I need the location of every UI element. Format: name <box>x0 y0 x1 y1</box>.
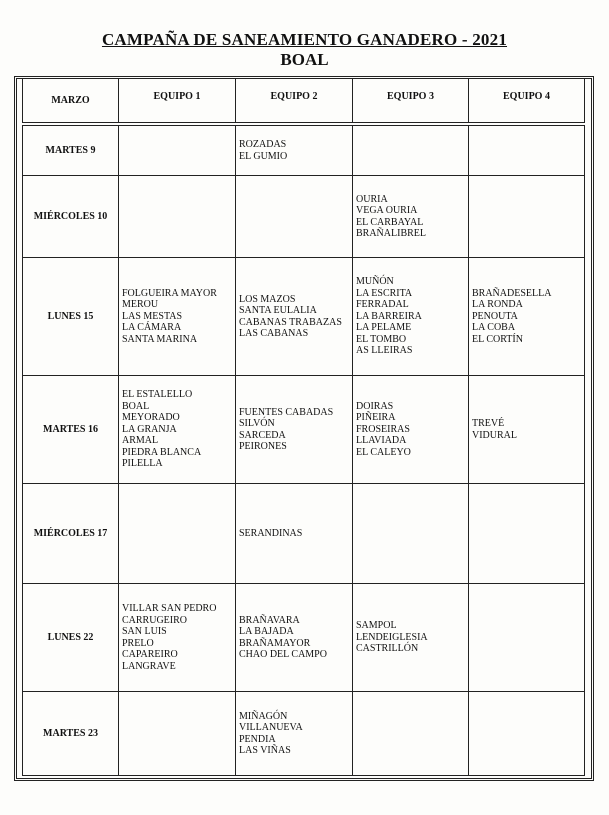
team-1-cell <box>119 692 236 776</box>
place-name: DOIRAS <box>356 400 394 412</box>
place-name: EL CALEYO <box>356 446 411 458</box>
place-name: LLAVIADA <box>356 435 407 447</box>
place-name: LA GRANJA <box>122 423 177 435</box>
team-2-cell <box>236 376 353 484</box>
place-name: PENDIA <box>239 733 276 745</box>
place-name: MEYORADO <box>122 412 180 424</box>
place-name: PILELLA <box>122 458 163 470</box>
place-name: VIDURAL <box>472 429 517 441</box>
place-name: VILLANUEVA <box>239 722 303 733</box>
team-4-cell <box>469 126 585 176</box>
place-name: LA ESCRITA <box>356 287 413 299</box>
place-name: SILVÓN <box>239 418 275 429</box>
table-row <box>23 258 585 376</box>
team-1-cell <box>119 484 236 584</box>
day-cell: MARTES 23 <box>23 692 119 776</box>
team-1-cell <box>119 126 236 176</box>
header-team-1: EQUIPO 1 <box>119 79 236 123</box>
place-name: LANGRAVE <box>122 660 176 672</box>
place-name: EL TOMBO <box>356 333 407 345</box>
place-name: PRELO <box>122 637 154 649</box>
table-row <box>23 584 585 692</box>
header-row <box>23 79 585 123</box>
place-name: PEIRONES <box>239 441 287 452</box>
team-2-cell <box>236 176 353 258</box>
place-name: ROZADAS <box>239 139 287 150</box>
team-2-cell <box>236 126 353 176</box>
team-4-cell <box>469 176 585 258</box>
day-cell: MIÉRCOLES 10 <box>23 176 119 258</box>
team-1-cell <box>119 258 236 376</box>
place-name: CASTRILLÓN <box>356 643 419 655</box>
place-name: FUENTES CABADAS <box>239 406 334 418</box>
place-name: SARCEDA <box>239 429 286 441</box>
team-3-cell <box>353 584 469 692</box>
place-name: CABANAS TRABAZAS <box>239 316 342 328</box>
table-row <box>23 692 585 776</box>
team-3-cell <box>353 376 469 484</box>
team-4-cell <box>469 692 585 776</box>
place-name: ARMAL <box>122 435 159 447</box>
place-name: EL ESTALELLO <box>122 389 193 401</box>
team-1-cell <box>119 584 236 692</box>
table-row <box>23 484 585 584</box>
place-name: LA RONDA <box>472 299 523 311</box>
team-1-cell <box>119 376 236 484</box>
place-name: SANTA MARINA <box>122 333 198 345</box>
place-name: MUÑÓN <box>356 276 394 288</box>
place-name: LOS MAZOS <box>239 293 296 305</box>
team-3-cell <box>353 692 469 776</box>
team-4-cell <box>469 584 585 692</box>
team-3-cell <box>353 126 469 176</box>
place-name: LA CÁMARA <box>122 322 182 334</box>
team-2-cell <box>236 484 353 584</box>
table-row <box>23 126 585 176</box>
place-name: EL GUMIO <box>239 150 288 162</box>
team-2-cell <box>236 258 353 376</box>
place-name: BRAÑADESELLA <box>472 287 552 299</box>
place-name: OURIA <box>356 193 388 205</box>
place-name: TREVÉ <box>472 418 505 429</box>
team-3-cell <box>353 484 469 584</box>
day-cell: MIÉRCOLES 17 <box>23 484 119 584</box>
place-name: LAS VIÑAS <box>239 745 291 756</box>
place-name: CAPAREIRO <box>122 649 178 660</box>
place-name: SANTA EULALIA <box>239 305 317 316</box>
schedule-table <box>22 78 585 776</box>
place-name: FERRADAL <box>356 299 409 311</box>
day-cell: MARTES 9 <box>23 126 119 176</box>
place-name: LA BAJADA <box>239 626 294 637</box>
place-name: CARRUGEIRO <box>122 614 188 626</box>
document-title: CAMPAÑA DE SANEAMIENTO GANADERO - 2021 <box>101 30 508 49</box>
team-2-cell <box>236 692 353 776</box>
header-team-3: EQUIPO 3 <box>353 79 469 123</box>
place-name: VEGA OURIA <box>356 205 418 216</box>
place-name: LAS CABANAS <box>239 328 309 339</box>
day-cell: LUNES 15 <box>23 258 119 376</box>
place-name: SAN LUIS <box>122 626 167 637</box>
place-name: EL CARBAYAL <box>356 216 424 228</box>
place-name: FROSEIRAS <box>356 423 410 435</box>
header-month: MARZO <box>23 79 119 123</box>
place-name: SERANDINAS <box>239 527 303 539</box>
place-name: FOLGUEIRA MAYOR <box>122 287 217 299</box>
day-cell: MARTES 16 <box>23 376 119 484</box>
table-row <box>23 376 585 484</box>
place-name: PIÑEIRA <box>356 412 396 424</box>
team-4-cell <box>469 484 585 584</box>
place-name: BOAL <box>122 400 150 412</box>
day-cell: LUNES 22 <box>23 584 119 692</box>
place-name: EL CORTÍN <box>472 333 523 345</box>
place-name: SAMPOL <box>356 620 397 632</box>
place-name: LA COBA <box>472 322 516 334</box>
document-subtitle: BOAL <box>280 50 329 69</box>
place-name: MIÑAGÓN <box>239 710 288 722</box>
place-name: PENOUTA <box>472 310 518 322</box>
table-row <box>23 176 585 258</box>
place-name: AS LLEIRAS <box>356 345 413 357</box>
header-team-2: EQUIPO 2 <box>236 79 353 123</box>
place-name: LENDEIGLESIA <box>356 631 428 643</box>
team-1-cell <box>119 176 236 258</box>
place-name: LAS MESTAS <box>122 310 183 322</box>
team-2-cell <box>236 584 353 692</box>
place-name: BRAÑAVARA <box>239 614 300 626</box>
team-4-cell <box>469 258 585 376</box>
place-name: PIEDRA BLANCA <box>122 446 202 458</box>
team-3-cell <box>353 176 469 258</box>
place-name: LA PELAME <box>356 322 412 334</box>
place-name: BRAÑALIBREL <box>356 228 426 239</box>
place-name: VILLAR SAN PEDRO <box>122 603 217 614</box>
place-name: LA BARREIRA <box>356 310 422 322</box>
place-name: CHAO DEL CAMPO <box>239 649 327 660</box>
place-name: BRAÑAMAYOR <box>239 637 311 649</box>
schedule-body <box>23 126 585 776</box>
team-3-cell <box>353 258 469 376</box>
place-name: MEROU <box>122 299 159 311</box>
team-4-cell <box>469 376 585 484</box>
header-team-4: EQUIPO 4 <box>469 79 585 123</box>
